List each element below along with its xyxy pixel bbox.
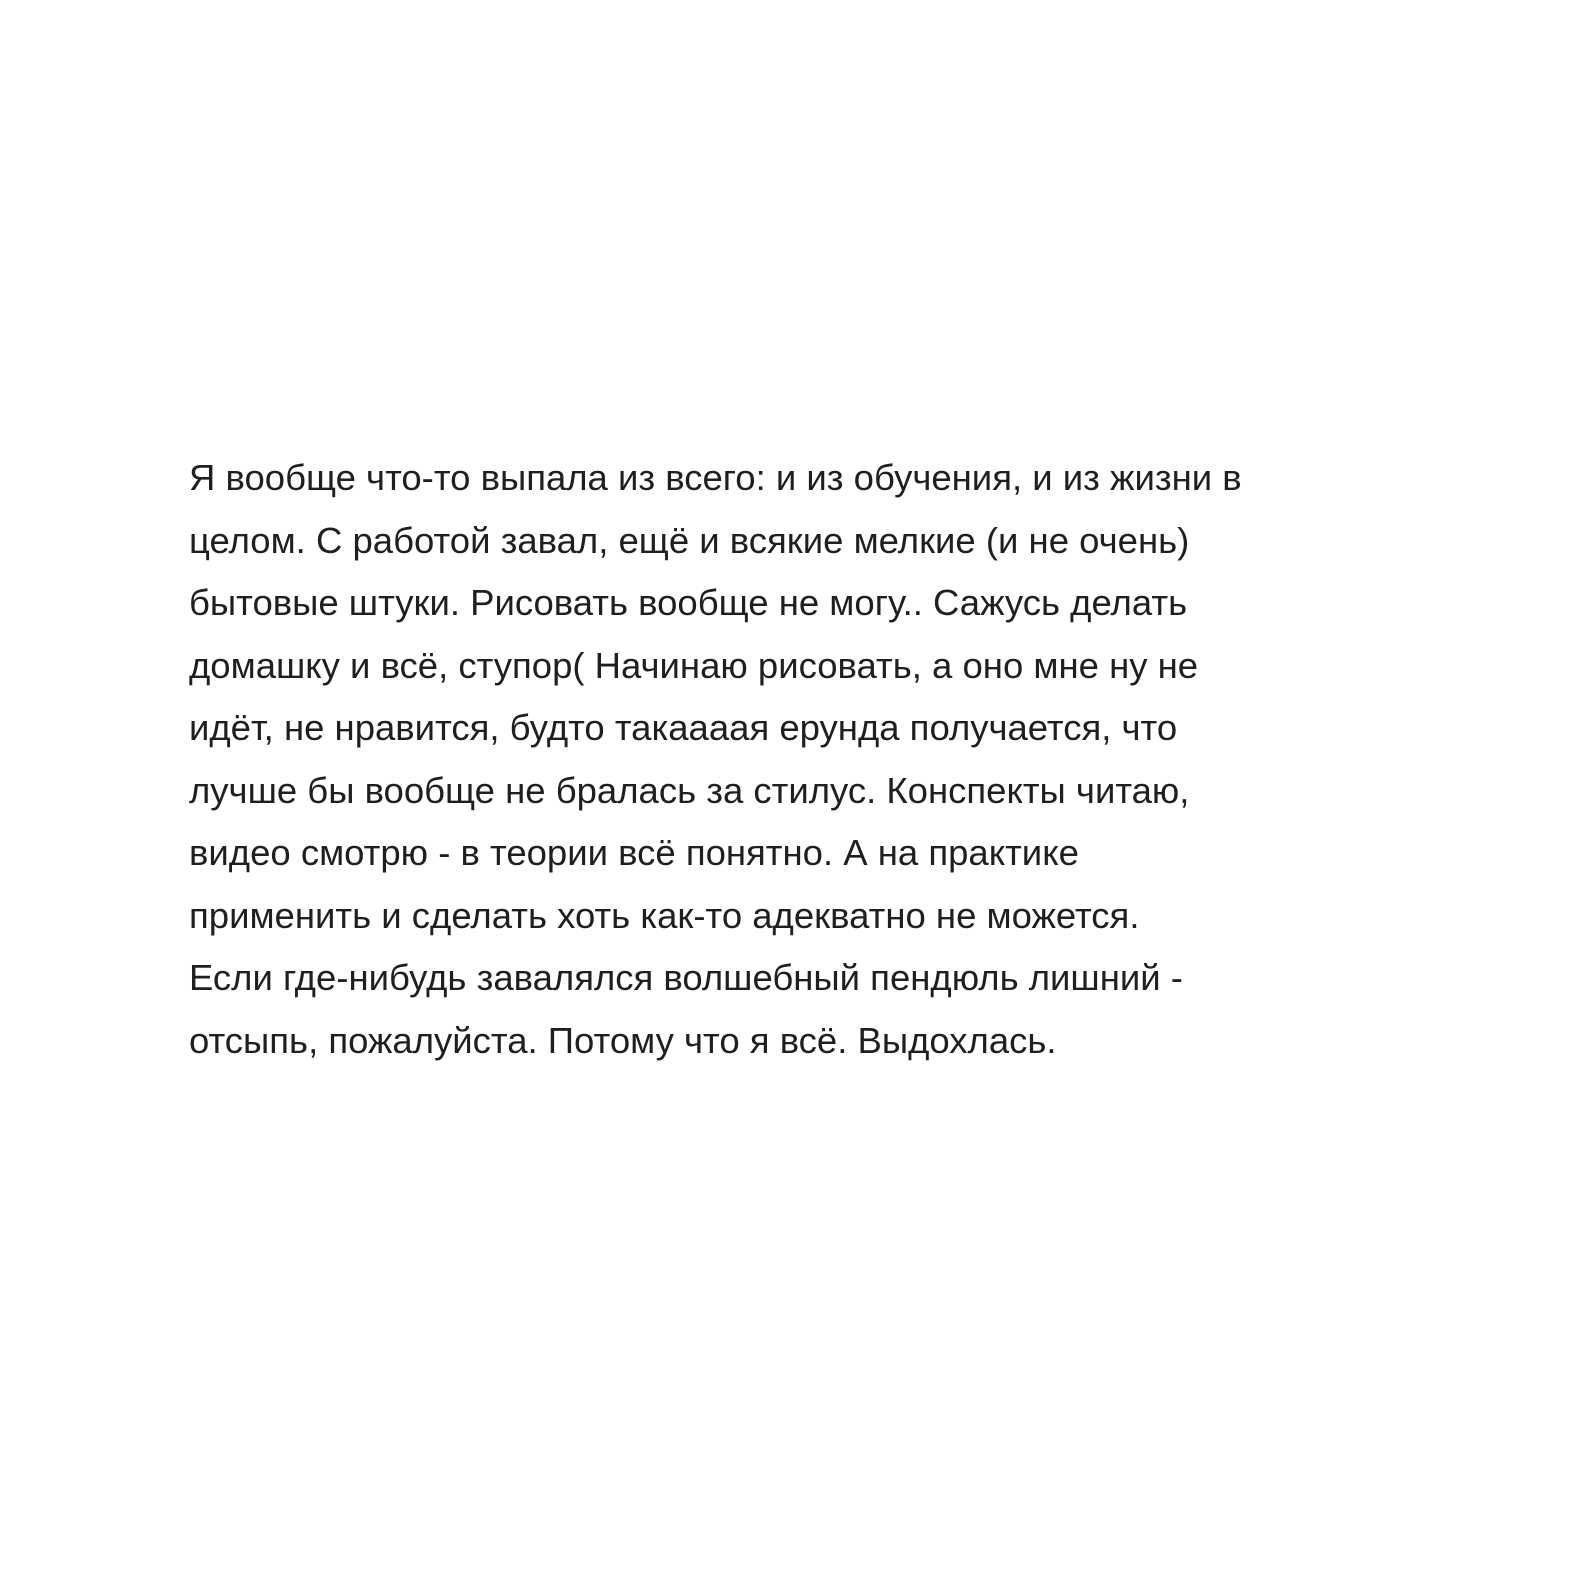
post-text-line: Если где-нибудь завалялся волшебный пендюль лишний - <box>189 957 1183 998</box>
post-text-line: видео смотрю - в теории всё понятно. А на практике <box>189 832 1079 873</box>
post-text-line: Я вообще что-то выпала из всего: и из обучения, и из жизни в <box>189 457 1242 498</box>
post-text-line: бытовые штуки. Рисовать вообще не могу.. Сажусь делать <box>189 582 1188 623</box>
post-text-line: идёт, не нравится, будто такаааая ерунда получается, что <box>189 707 1178 748</box>
post-text <box>189 447 1529 1072</box>
post-text-line: применить и сделать хоть как-то адекватно не можется. <box>189 894 1140 936</box>
post-text-line: лучше бы вообще не бралась за стилус. Конспекты читаю, <box>189 769 1190 811</box>
post-text-line: домашку и всё, ступор( Начинаю рисовать, а оно мне ну не <box>189 644 1199 686</box>
post-text-line: отсыпь, пожалуйста. Потому что я всё. Выдохлась. <box>189 1019 1057 1061</box>
post-text-line: целом. С работой завал, ещё и всякие мелкие (и не очень) <box>189 519 1190 561</box>
